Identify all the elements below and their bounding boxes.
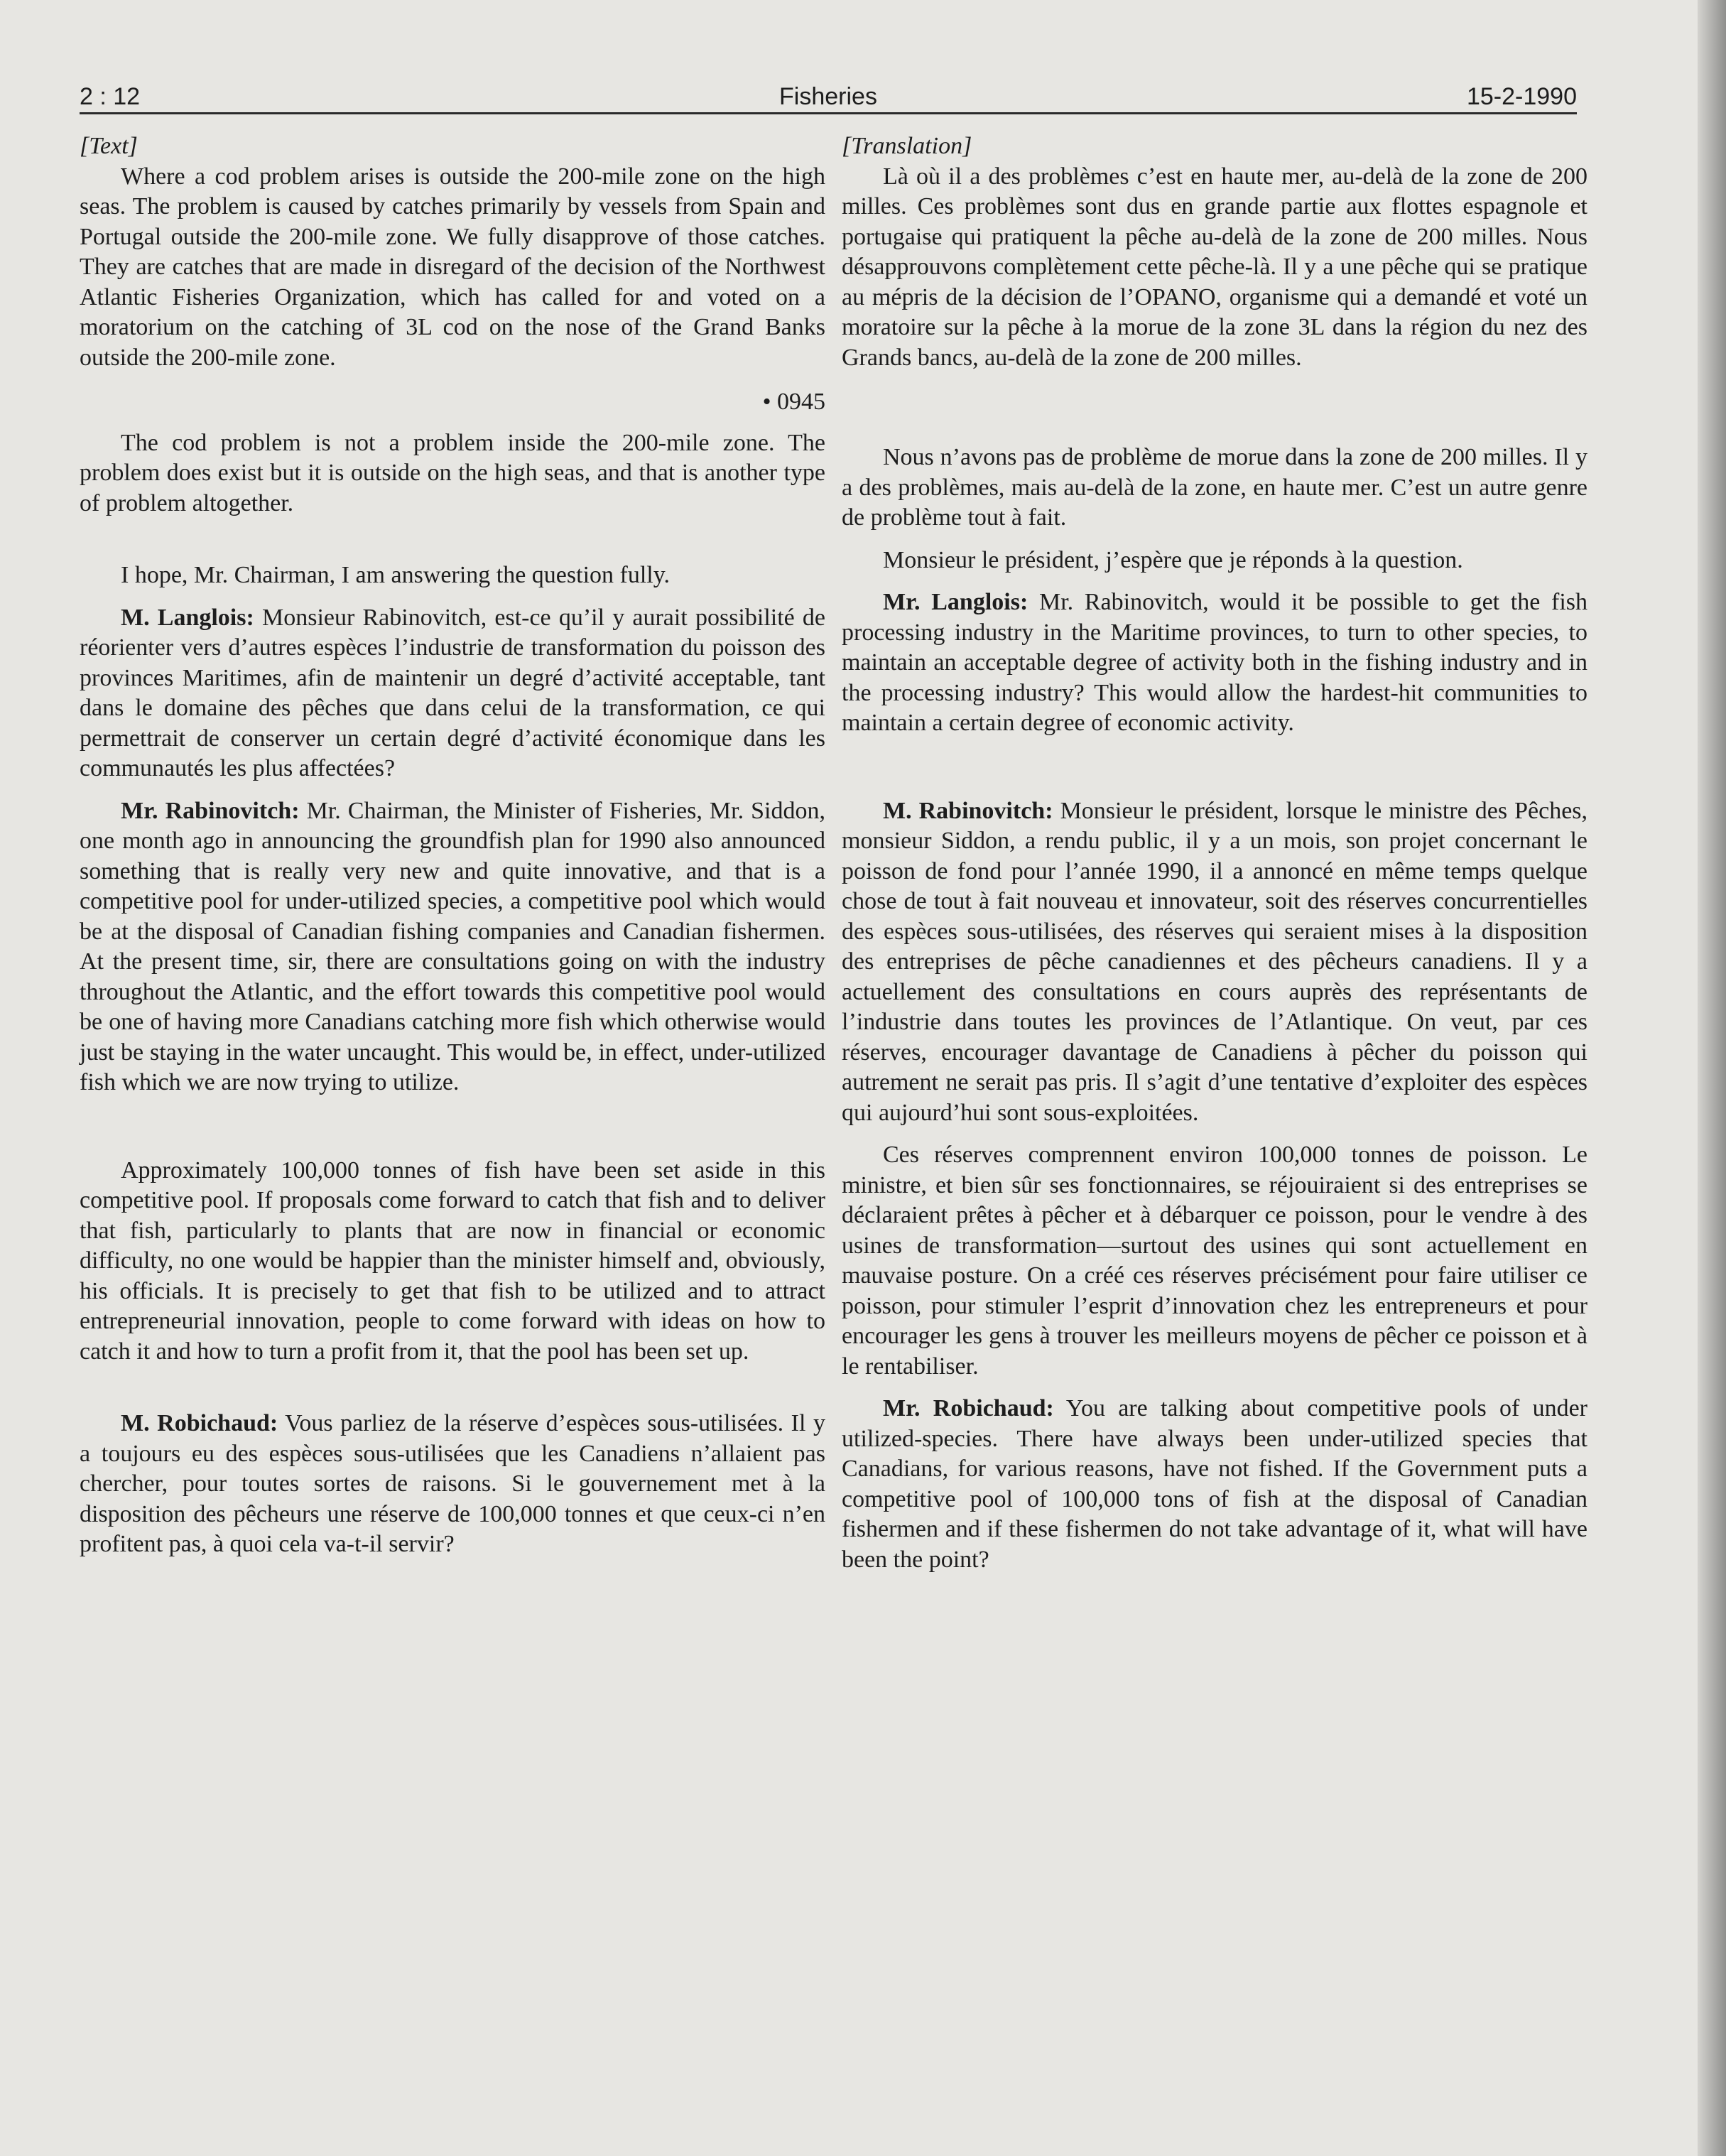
left-paragraph-2: The cod problem is not a problem inside the 200-mile zone. The problem does exist but it is outside on the high seas, and that is another type of problem altogether. xyxy=(80,429,825,516)
column-label-text: [Text] xyxy=(80,133,138,159)
left-rabinovitch-statement xyxy=(80,796,825,1098)
left-paragraph-3: I hope, Mr. Chairman, I am answering the question fully. xyxy=(121,562,671,588)
speaker-name: M. Langlois: xyxy=(121,604,254,631)
page-edge-shadow xyxy=(1698,0,1726,2156)
speaker-name: Mr. Langlois: xyxy=(883,589,1028,615)
header-rule xyxy=(80,112,1577,114)
left-column xyxy=(80,131,825,1560)
right-paragraph-2: Nous n’avons pas de problème de morue dans la zone de 200 milles. Il y a des problèmes, mais au-delà de la zone, en haute mer. C’est un autre genre de problème tout à fait. xyxy=(842,444,1587,531)
left-robichaud-statement xyxy=(80,1409,825,1560)
speaker-name: M. Robichaud: xyxy=(121,1410,278,1436)
statement-text: You are talking about competitive pools of under utilized-species. There have always been under-utilized species that Canadians, for various reasons, have not fished. If the Government puts a competitive pool of 100,000 tons of fish at the disposal of Canadian fishermen and if these fishermen do not take advantage of it, what will have been the point? xyxy=(842,1395,1587,1573)
speaker-name: Mr. Rabinovitch: xyxy=(121,797,300,824)
time-marker: • 0945 xyxy=(762,389,825,415)
statement-text: Mr. Chairman, the Minister of Fisheries, Mr. Siddon, one month ago in announcing the groundfish plan for 1990 also announced something that is really very new and quite innovative, and that is a competitive pool for under-utilized species, a competitive pool which would be at the disposal of Canadian fishing companies and Canadian fishermen. At the present time, sir, there are consultations going on with the industry throughout the Atlantic, and the effort towards this competitive pool would be one of having more Canadians catching more fish which otherwise would just be staying in the water uncaught. This would be, in effect, under-utilized fish which we are now trying to utilize. xyxy=(80,797,825,1095)
right-robichaud-statement xyxy=(842,1394,1587,1575)
left-paragraph-1: Where a cod problem arises is outside the 200-mile zone on the high seas. The problem is caused by catches primarily by vessels from Spain and Portugal outside the 200-mile zone. We fully disapprove of those catches. They are catches that are made in disregard of the decision of the Northwest Atlantic Fisheries Organization, which has called for and voted on a moratorium on the catching of 3L cod on the nose of the Grand Banks outside the 200-mile zone. xyxy=(80,163,825,371)
right-rabinovitch-statement xyxy=(842,796,1587,1129)
statement-text: Mr. Rabinovitch, would it be possible to get the fish processing industry in the Maritime provinces, to turn to other species, to maintain an acceptable degree of activity both in the fishing industry and in the processing industry? This would allow the hardest-hit communities to maintain a certain degree of economic activity. xyxy=(842,589,1588,736)
page-reference: 2 : 12 xyxy=(80,83,141,110)
page-title: Fisheries xyxy=(779,83,877,110)
statement-text: Monsieur Rabinovitch, est-ce qu’il y aurait possibilité de réorienter vers d’autres espèces l’industrie de transformation du poisson des provinces Maritimes, afin de maintenir un degré d’activité acceptable, tant dans le domaine des pêches que dans celui de la transformation, ce qui permettrait de conserver un certain degré d’activité économique dans les communautés les plus affectées? xyxy=(80,604,826,781)
left-langlois-statement xyxy=(80,603,825,784)
speaker-name: Mr. Robichaud: xyxy=(883,1395,1054,1421)
page-header xyxy=(80,74,1577,115)
right-langlois-statement xyxy=(842,587,1587,739)
right-paragraph-reserves: Ces réserves comprennent environ 100,000 tonnes de poisson. Le ministre, et bien sûr ses fonctionnaires, se réjouiraient si des entreprises se déclaraient prêtes à pêcher et à débarquer ce poisson, pour le vendre à des usines de transformation—surtout des usines qui sont actuellement en mauvaise posture. On a créé ces réserves précisément pour faire utiliser ce poisson, pour stimuler l’esprit d’innovation chez les entrepreneurs et pour encourager les gens à trouver les meilleurs moyens de pêcher ce poisson et à le rentabiliser. xyxy=(842,1142,1587,1380)
right-paragraph-1: Là où il a des problèmes c’est en haute mer, au-delà de la zone de 200 milles. Ces problèmes sont dus en grande partie aux flottes espagnole et portugaise qui pratiquent la pêche au-delà de la zone de 200 milles. Nous désapprouvons complètement cette pêche-là. Il y a une pêche qui se pratique au mépris de la décision de l’OPANO, organisme qui a demandé et voté un moratoire sur la pêche à la morue de la zone 3L dans la région du nez des Grands bancs, au-delà de la zone de 200 milles. xyxy=(842,163,1587,371)
statement-text: Vous parliez de la réserve d’espèces sous-utilisées. Il y a toujours eu des espèces sous-utilisées que les Canadiens n’allaient pas chercher, pour toutes sortes de raisons. Si le gouvernement met à la disposition des pêcheurs une réserve de 100,000 tonnes et que ceux-ci n’en profitent pas, à quoi cela va-t-il servir? xyxy=(80,1410,825,1557)
column-label-translation: [Translation] xyxy=(842,133,972,159)
left-paragraph-approx: Approximately 100,000 tonnes of fish have been set aside in this competitive pool. If proposals come forward to catch that fish and to deliver that fish, particularly to plants that are now in financial or economic difficulty, no one would be happier than the minister himself and, obviously, his officials. It is precisely to get that fish to be utilized and to attract entrepreneurial innovation, people to come forward with ideas on how to catch it and how to turn a profit from it, that the pool has been set up. xyxy=(80,1156,825,1365)
speaker-name: M. Rabinovitch: xyxy=(883,797,1053,824)
page-date: 15-2-1990 xyxy=(1466,83,1577,110)
right-column xyxy=(842,131,1587,1575)
statement-text: Monsieur le président, lorsque le ministre des Pêches, monsieur Siddon, a rendu public, il y a un mois, son projet concernant le poisson de fond pour l’année 1990, il a annoncé en même temps quelque chose de tout à fait nouveau et innovateur, soit des réserves concurrentielles des espèces sous-utilisées, des réserves qui seraient mises à la disposition des entreprises de pêche canadiennes et des pêcheurs canadiens. Il y a actuellement des consultations en cours auprès des représentants de l’industrie dans toutes les provinces de l’Atlantique. On veut, par ces réserves, encourager davantage de Canadiens à pêcher du poisson qui autrement ne serait pas pris. Il s’agit d’une tentative d’exploiter des espèces qui aujourd’hui sont sous-exploitées. xyxy=(842,797,1588,1126)
right-paragraph-3: Monsieur le président, j’espère que je réponds à la question. xyxy=(883,546,1463,573)
